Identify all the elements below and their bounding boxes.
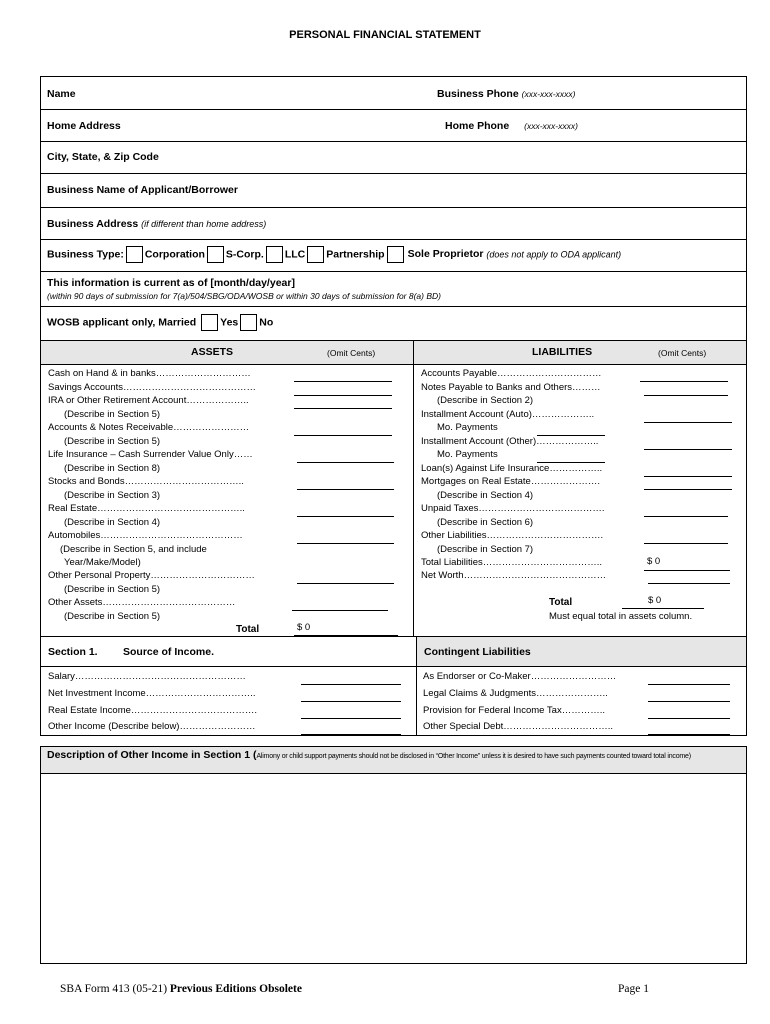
other-income-description-box[interactable] xyxy=(40,746,747,964)
total-liabilities-underline xyxy=(644,570,730,571)
home-phone-hint: (xxx-xxx-xxxx) xyxy=(524,121,578,131)
net-worth-input[interactable] xyxy=(648,583,730,584)
total-liabilities-value[interactable]: $ 0 xyxy=(647,556,661,567)
assets-header xyxy=(41,341,413,365)
liability-line: Mo. Payments xyxy=(437,422,498,433)
business-type-note: (does not apply to ODA applicant) xyxy=(486,249,622,260)
income-input[interactable] xyxy=(301,701,401,702)
liability-line: Total Liabilities……………………………….. xyxy=(421,557,603,568)
married-yes-label: Yes xyxy=(220,316,239,329)
asset-input[interactable] xyxy=(294,395,392,396)
asset-line: (Describe in Section 5) xyxy=(64,436,161,447)
liability-line: Net Worth……………………………………… xyxy=(421,570,607,581)
contingent-line: As Endorser or Co-Maker……………………… xyxy=(423,671,617,682)
asset-line: (Describe in Section 4) xyxy=(64,517,161,528)
liability-line: Unpaid Taxes…………………………………. xyxy=(421,503,605,514)
liabilities-total-value[interactable]: $ 0 xyxy=(648,595,662,606)
home-phone-label: Home Phone xyxy=(445,120,510,132)
married-no-label: No xyxy=(259,316,274,329)
page-title: PERSONAL FINANCIAL STATEMENT xyxy=(289,29,481,41)
contingent-line: Provision for Federal Income Tax………….. xyxy=(423,705,605,716)
liability-line: Mo. Payments xyxy=(437,449,498,460)
liability-line: Installment Account (Auto)……………….. xyxy=(421,409,595,420)
business-address-label: Business Address xyxy=(47,218,139,230)
contingent-heading: Contingent Liabilities xyxy=(424,646,531,658)
previous-editions-obsolete: Previous Editions Obsolete xyxy=(169,983,302,995)
asset-input[interactable] xyxy=(294,408,392,409)
income-line: Salary……………………………………………… xyxy=(48,671,246,682)
income-input[interactable] xyxy=(301,734,401,735)
partnership-checkbox[interactable] xyxy=(307,246,324,263)
asset-line: Cash on Hand & in banks………………………… xyxy=(48,368,251,379)
liability-input[interactable] xyxy=(644,516,728,517)
asset-line: Savings Accounts…………………………………… xyxy=(48,382,256,393)
liability-line: Mortgages on Real Estate…………………. xyxy=(421,476,600,487)
corporation-label: Corporation xyxy=(144,248,205,261)
home-address-label: Home Address xyxy=(47,120,121,132)
asset-line: Life Insurance – Cash Surrender Value Only…… xyxy=(48,449,253,460)
current-as-of-note: (within 90 days of submission for 7(a)/504/SBG/ODA/WOSB or within 30 days of submission for 8(a) BD) xyxy=(47,291,441,301)
business-phone-hint: (xxx-xxx-xxxx) xyxy=(521,89,576,99)
sole-proprietor-checkbox[interactable] xyxy=(387,246,404,263)
liability-input[interactable] xyxy=(644,395,728,396)
liability-line: Other Liabilities………………………………. xyxy=(421,530,604,541)
business-phone-label: Business Phone xyxy=(437,88,519,100)
s-corp-label: S-Corp. xyxy=(225,248,264,261)
asset-line: Other Assets…………………………………… xyxy=(48,597,236,608)
asset-input[interactable] xyxy=(294,435,392,436)
asset-input[interactable] xyxy=(297,489,394,490)
income-line: Other Income (Describe below)…………………… xyxy=(48,721,256,732)
assets-total-label: Total xyxy=(236,624,260,635)
s-corp-checkbox[interactable] xyxy=(207,246,224,263)
llc-label: LLC xyxy=(284,248,306,261)
city-state-zip-row[interactable] xyxy=(41,142,746,174)
form-number: SBA Form 413 (05-21) xyxy=(60,983,168,995)
asset-line: Other Personal Property…………………………… xyxy=(48,570,255,581)
partnership-label: Partnership xyxy=(326,248,385,261)
asset-line: (Describe in Section 8) xyxy=(64,463,161,474)
assets-heading: ASSETS xyxy=(191,346,234,358)
contingent-header xyxy=(417,637,746,667)
section1-number: Section 1. xyxy=(48,646,98,658)
income-line: Net Investment Income…………………………….. xyxy=(48,688,256,699)
asset-line: (Describe in Section 5) xyxy=(64,611,161,622)
liabilities-heading: LIABILITIES xyxy=(532,346,593,358)
income-line: Real Estate Income…………………………………. xyxy=(48,705,258,716)
liability-input[interactable] xyxy=(644,476,732,477)
liability-line: Notes Payable to Banks and Others……… xyxy=(421,382,601,393)
asset-input[interactable] xyxy=(297,543,394,544)
business-address-hint: (if different than home address) xyxy=(141,219,267,229)
liability-line: (Describe in Section 7) xyxy=(437,544,534,555)
page-number: Page 1 xyxy=(618,983,649,995)
income-input[interactable] xyxy=(301,718,401,719)
sole-proprietor-label: Sole Proprietor xyxy=(407,248,484,261)
married-no-checkbox[interactable] xyxy=(240,314,257,331)
liability-input[interactable] xyxy=(640,381,728,382)
liability-line: Installment Account (Other)……………….. xyxy=(421,436,599,447)
assets-omit-cents: (Omit Cents) xyxy=(327,348,376,358)
description-header xyxy=(41,747,746,774)
asset-line: (Describe in Section 5, and include xyxy=(60,544,207,555)
contingent-input[interactable] xyxy=(648,734,730,735)
liability-line: Loan(s) Against Life Insurance…………….. xyxy=(421,463,603,474)
liabilities-omit-cents: (Omit Cents) xyxy=(658,348,707,358)
asset-line: Automobiles……………………………………… xyxy=(48,530,243,541)
city-state-zip-label: City, State, & Zip Code xyxy=(47,151,159,163)
business-address-row[interactable] xyxy=(41,208,746,240)
liability-line: (Describe in Section 6) xyxy=(437,517,534,528)
llc-checkbox[interactable] xyxy=(266,246,283,263)
liability-input[interactable] xyxy=(644,449,732,450)
liability-line: Accounts Payable…………………………… xyxy=(421,368,602,379)
name-row[interactable] xyxy=(41,77,746,110)
description-note: Alimony or child support payments should not be disclosed in “Other Income” unless it is desired to have such payments counted toward total income) xyxy=(256,753,691,760)
liability-line: (Describe in Section 4) xyxy=(437,490,534,501)
asset-input[interactable] xyxy=(297,462,394,463)
asset-line: (Describe in Section 3) xyxy=(64,490,161,501)
contingent-line: Other Special Debt…………………………….. xyxy=(423,721,614,732)
business-name-label: Business Name of Applicant/Borrower xyxy=(47,184,238,196)
section1-header xyxy=(41,637,416,667)
asset-line: Real Estate……………………………………….. xyxy=(48,503,245,514)
asset-line: IRA or Other Retirement Account……………….. xyxy=(48,395,249,406)
corporation-checkbox[interactable] xyxy=(126,246,143,263)
description-heading: Description of Other Income in Section 1 ( xyxy=(47,749,257,761)
current-as-of-label: This information is current as of [month/day/year] xyxy=(47,277,295,289)
liabilities-total-label: Total xyxy=(549,597,573,608)
asset-input[interactable] xyxy=(297,516,394,517)
contingent-line: Legal Claims & Judgments………………….. xyxy=(423,688,608,699)
home-address-row[interactable] xyxy=(41,110,746,142)
income-input[interactable] xyxy=(301,684,401,685)
asset-input[interactable] xyxy=(297,583,394,584)
asset-line: (Describe in Section 5) xyxy=(64,409,161,420)
liabilities-total-underline xyxy=(622,608,704,609)
section1-heading: Source of Income. xyxy=(123,646,215,658)
must-equal-note: Must equal total in assets column. xyxy=(549,611,693,622)
column-divider xyxy=(413,340,414,637)
wosb-label: WOSB applicant only, Married xyxy=(47,316,197,329)
liability-input[interactable] xyxy=(644,489,732,490)
business-type-row xyxy=(41,240,746,272)
asset-input[interactable] xyxy=(294,381,392,382)
name-label: Name xyxy=(47,88,76,100)
asset-line: Accounts & Notes Receivable…………………… xyxy=(48,422,250,433)
asset-input[interactable] xyxy=(292,610,388,611)
contingent-input[interactable] xyxy=(648,701,730,702)
contingent-input[interactable] xyxy=(648,718,730,719)
married-yes-checkbox[interactable] xyxy=(201,314,218,331)
liability-line: (Describe in Section 2) xyxy=(437,395,534,406)
business-name-row[interactable] xyxy=(41,174,746,208)
liabilities-header xyxy=(414,341,746,365)
wosb-row xyxy=(41,307,746,340)
assets-total-value[interactable]: $ 0 xyxy=(297,622,311,633)
asset-line: Year/Make/Model) xyxy=(64,557,141,568)
liability-input[interactable] xyxy=(644,422,732,423)
contingent-input[interactable] xyxy=(648,684,730,685)
current-as-of-row[interactable] xyxy=(41,272,746,307)
liability-input[interactable] xyxy=(644,543,728,544)
asset-line: Stocks and Bonds……………………………….. xyxy=(48,476,244,487)
business-type-label: Business Type: xyxy=(47,248,124,261)
asset-line: (Describe in Section 5) xyxy=(64,584,161,595)
